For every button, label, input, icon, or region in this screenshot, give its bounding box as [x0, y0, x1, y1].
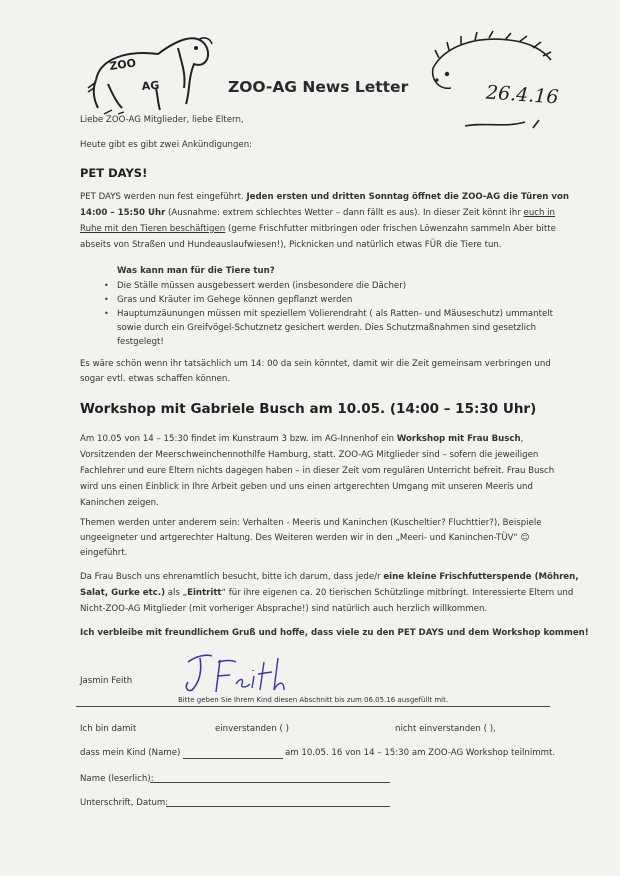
workshop-para1-line4: wird uns einen Einblick in Ihre Arbeit geben und uns einen artgerechten Umgang mit unseren Meeris und	[80, 482, 533, 492]
logo-text-ag: AG	[141, 78, 160, 93]
workshop-para2-line3: eingeführt.	[80, 548, 128, 558]
signature-date-field[interactable]	[166, 806, 390, 807]
workshop-para2-line2: ungeeigneter und artgerechter Haltung. Des Weiteren werden wir in den „Meeri- und Kaninchen-TÜV“ ☺	[80, 533, 530, 543]
pet-days-para1-line2: 14:00 – 15:50 Uhr (Ausnahme: extrem schlechtes Wetter – dann fällt es aus). In dieser Zeit könnt ihr euch in	[80, 208, 556, 218]
pet-days-para2-line1: Es wäre schön wenn ihr tatsächlich um 14: 00 da sein könntet, damit wir die Zeit gemeinsam verbringen und	[80, 359, 551, 369]
page-title: ZOO-AG News Letter	[228, 78, 409, 96]
disagree-checkbox[interactable]: nicht einverstanden ( ),	[395, 724, 496, 734]
child-name-label: dass mein Kind (Name)	[80, 748, 181, 758]
closing-line: Ich verbleibe mit freundlichem Gruß und hoffe, dass viele zu den PET DAYS und dem Workshop kommen!	[80, 628, 589, 638]
author-name: Jasmin Feith	[80, 676, 133, 686]
workshop-para2-line1: Themen werden unter anderem sein: Verhalten - Meeris und Kaninchen (Kuscheltier? Fluchttier?), Beispiele	[80, 518, 542, 528]
workshop-heading: Workshop mit Gabriele Busch am 10.05. (14:00 – 15:30 Uhr)	[80, 401, 537, 417]
tasks-list-heading: Was kann man für die Tiere tun?	[117, 266, 275, 276]
workshop-para3-line1: Da Frau Busch uns ehrenamtlich besucht, bitte ich darum, dass jede/r eine kleine Frischfutterspende (Möhren,	[80, 572, 579, 582]
pet-days-para1-line3: Ruhe mit den Tieren beschäftigen (gerne Frischfutter mitbringen oder frischen Löwenzahn sammeln Aber bitte	[80, 224, 556, 234]
pet-days-para1-line1: PET DAYS werden nun fest eingeführt. Jeden ersten und dritten Sonntag öffnet die ZOO-AG die Türen von	[80, 192, 570, 202]
workshop-para3-line2: Salat, Gurke etc.) als „Eintritt“ für ihre eigenen ca. 20 tierischen Schützlinge mitbringt. Interessierte Eltern und	[80, 588, 574, 598]
list-item-continued: sowie durch ein Greifvögel-Schutznetz gesichert werden. Dies Schutzmaßnahmen sind gesetzlich	[117, 323, 537, 333]
workshop-para1-line3: Fachlehrer und eure Eltern nichts dagegen haben – in dieser Zeit vom regulären Unterricht befreit. Frau Busch	[80, 466, 555, 476]
pet-days-heading: PET DAYS!	[80, 166, 148, 180]
handwritten-signature	[180, 648, 300, 696]
workshop-para3-line3: Nicht-ZOO-AG Mitglieder (mit vorheriger Absprache!) sind natürlich auch herzlich willkommen.	[80, 604, 488, 614]
child-name-field[interactable]	[183, 758, 283, 759]
parent-name-field[interactable]	[150, 782, 390, 783]
pet-days-para2-line2: sogar evtl. etwas schaffen können.	[80, 374, 231, 384]
workshop-para1-line2: Vorsitzenden der Meerschweinchennothilfe Hamburg, statt. ZOO-AG Mitglieder sind – sofern die jeweiligen	[80, 450, 539, 460]
pet-days-para1-line4: abseits von Straßen und Hundeauslaufwiesen!), Picknicken und natürlich etwas FÜR die Tiere tun.	[80, 240, 502, 250]
greeting: Liebe ZOO-AG Mitglieder, liebe Eltern,	[80, 115, 244, 125]
cut-line	[76, 706, 550, 707]
zoo-ag-dog-logo-icon	[78, 18, 218, 118]
agree-label: Ich bin damit	[80, 724, 137, 734]
agree-checkbox[interactable]: einverstanden ( )	[215, 724, 289, 734]
parent-name-label: Name (leserlich):	[80, 774, 154, 784]
logo-text-zoo: ZOO	[108, 56, 137, 73]
workshop-para1-line5: Kaninchen zeigen.	[80, 498, 159, 508]
signature-date-label: Unterschrift, Datum:	[80, 798, 169, 808]
list-item: • Hauptumzäunungen müssen mit speziellem Volierendraht ( als Ratten- und Mäuseschutz) ummantelt	[104, 309, 554, 319]
list-item: • Die Ställe müssen ausgebessert werden (insbesondere die Dächer)	[104, 281, 407, 291]
list-item: • Gras und Kräuter im Gehege können gepflanzt werden	[104, 295, 353, 305]
handwritten-date: 26.4.16	[485, 81, 560, 109]
child-name-suffix: am 10.05. 16 von 14 – 15:30 am ZOO-AG Workshop teilnimmt.	[285, 748, 556, 758]
list-item-continued: festgelegt!	[117, 337, 164, 347]
workshop-para1-line1: Am 10.05 von 14 – 15:30 findet im Kunstraum 3 bzw. im AG-Innenhof ein Workshop mit Frau Busch,	[80, 434, 524, 444]
intro-line: Heute gibt es gibt zwei Ankündigungen:	[80, 140, 253, 150]
form-notice: Bitte geben Sie Ihrem Kind diesen Abschnitt bis zum 06.05.16 ausgefüllt mit.	[178, 696, 449, 704]
